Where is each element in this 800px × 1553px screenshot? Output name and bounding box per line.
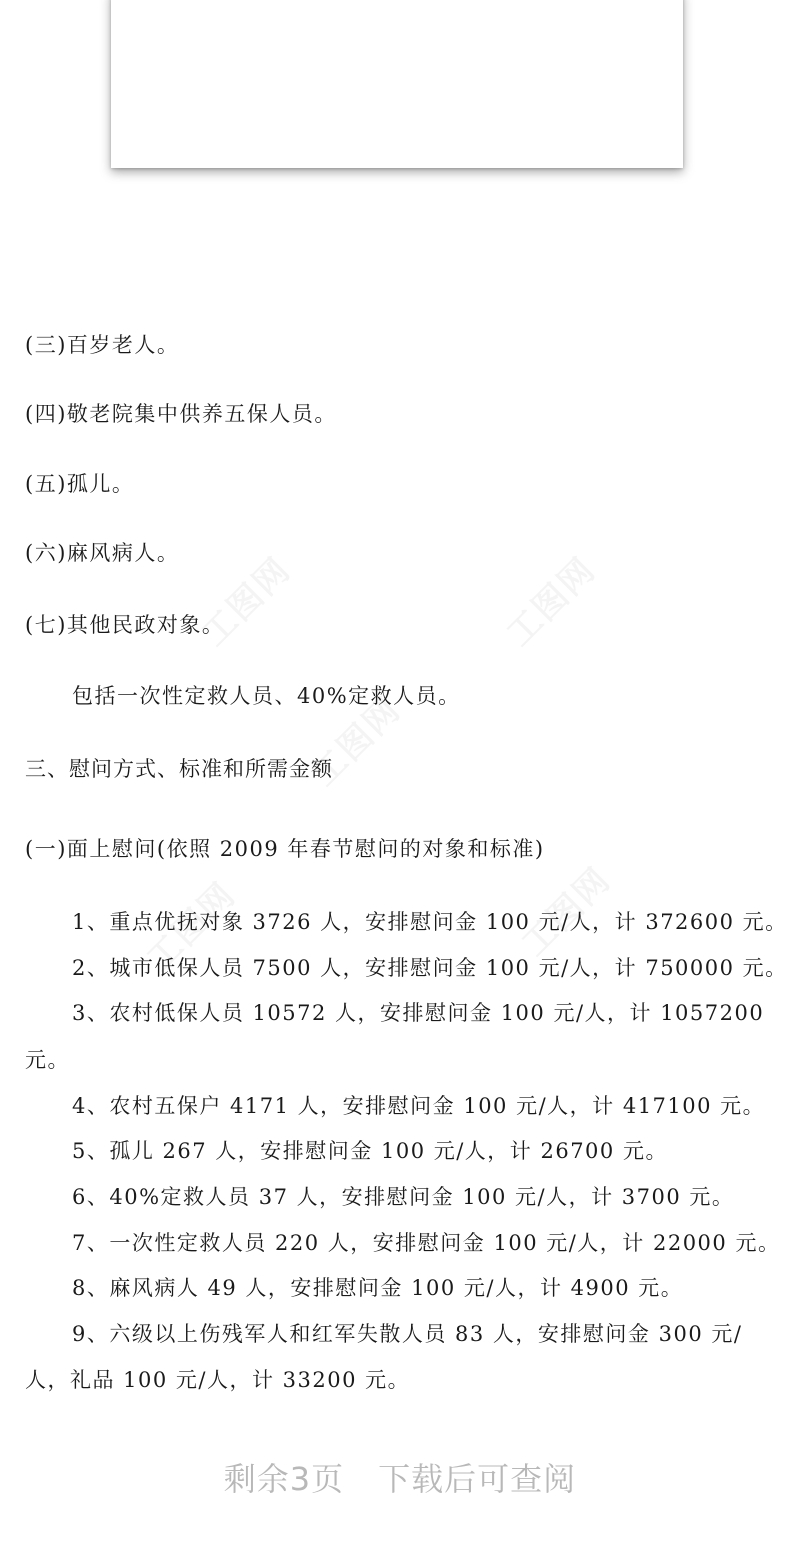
previous-page-preview <box>111 0 683 168</box>
list-item: 9、六级以上伤残军人和红军失散人员 83 人，安排慰问金 300 元/ <box>72 1322 743 1346</box>
list-item: (三)百岁老人。 <box>25 333 180 357</box>
subsection-heading: (一)面上慰问(依照 2009 年春节慰问的对象和标准) <box>25 837 545 861</box>
remaining-pages-label: 剩余3页 <box>223 1460 345 1498</box>
list-item: 7、一次性定救人员 220 人，安排慰问金 100 元/人，计 22000 元。 <box>72 1231 781 1255</box>
list-item: 6、40%定救人员 37 人，安排慰问金 100 元/人，计 3700 元。 <box>72 1185 735 1209</box>
list-item: 5、孤儿 267 人，安排慰问金 100 元/人，计 26700 元。 <box>72 1139 668 1163</box>
list-item: (七)其他民政对象。 <box>25 613 225 637</box>
section-heading: 三、慰问方式、标准和所需金额 <box>25 757 333 781</box>
list-item: 3、农村低保人员 10572 人，安排慰问金 100 元/人，计 1057200 <box>72 1001 765 1025</box>
list-item: 1、重点优抚对象 3726 人，安排慰问金 100 元/人，计 372600 元。 <box>72 910 788 934</box>
watermark <box>493 544 604 655</box>
download-prompt[interactable] <box>0 1454 800 1500</box>
paragraph: 包括一次性定救人员、40%定救人员。 <box>72 684 461 708</box>
list-item: 4、农村五保户 4171 人，安排慰问金 100 元/人，计 417100 元。 <box>72 1094 766 1118</box>
list-item: 8、麻风病人 49 人，安排慰问金 100 元/人，计 4900 元。 <box>72 1276 684 1300</box>
list-item: 2、城市低保人员 7500 人，安排慰问金 100 元/人，计 750000 元。 <box>72 956 788 980</box>
download-to-view-link[interactable]: 下载后可查阅 <box>378 1460 577 1498</box>
list-item-continuation: 元。 <box>25 1048 70 1072</box>
list-item: (六)麻风病人。 <box>25 541 180 565</box>
list-item: (五)孤儿。 <box>25 472 135 496</box>
list-item: (四)敬老院集中供养五保人员。 <box>25 402 337 426</box>
list-item-continuation: 人，礼品 100 元/人，计 33200 元。 <box>25 1368 411 1392</box>
